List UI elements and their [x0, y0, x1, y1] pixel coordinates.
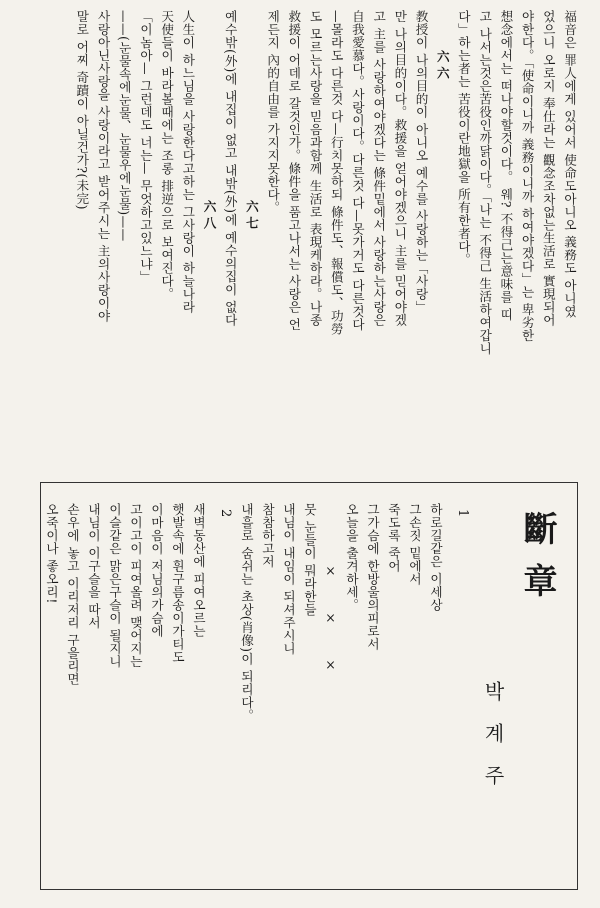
essay-column: 었으니 오로지 奉仕라는 觀念조차없는生活로 實現되어 — [540, 10, 556, 327]
essay-column: 「이놈아— 그런데도 너는— 무엇하고있느냐」 — [137, 10, 153, 284]
essay-column: 人生이 하느님을 사랑한다고하는 그사랑이 하늘나라 — [180, 10, 196, 314]
poem-line: 죽도록 죽어 — [386, 503, 401, 573]
poem-line: 오죽이나 좋오리! — [44, 503, 59, 604]
essay-text — [14, 10, 580, 466]
poem-line: 햇발속에 휜구름송이가티도 — [170, 503, 185, 664]
poem-box — [40, 482, 578, 890]
essay-column: 福音은 罪人에게 있어서 使命도아니오 義務도 아니였 — [562, 10, 577, 319]
poem-line: 참참하고저 — [260, 503, 275, 568]
section-number-68: 六八 — [201, 200, 217, 234]
essay-column: 사랑아닌사랑을 사랑이라고 받어주시는 主의사랑이야 — [95, 10, 111, 323]
poem-line: 내님이 내임이 되셔주시니 — [281, 503, 296, 655]
poem-line: 내님이 이구슬을 따서 — [86, 503, 101, 629]
essay-column: 救援이 어데로 갈것인가。條件을 품고나서는 사랑은 언 — [286, 10, 302, 332]
poem-line: 손우에 놓고 이리저리 구을리면 — [65, 503, 80, 686]
essay-column: —몰라도 다른것 다—行치못하되 條件도、報償도、功勞 — [328, 10, 344, 336]
poem-line: 이마음이 저님의가슴에 — [149, 503, 164, 638]
poem-line: 새벽동산에 피여오르는 — [191, 503, 206, 638]
poem-line: 이슬같은 맑은구슬이 될지니 — [107, 503, 122, 668]
poem-line: 그손짓 밑에서 — [407, 503, 422, 586]
poem-line: 오늘을 출겨하세。 — [344, 503, 359, 612]
essay-column: 自我愛慕다。사랑이다。다른것 다—못가거도 다른것다 — [349, 10, 365, 331]
poem-section-number-2: 2 — [218, 509, 233, 518]
essay-column: 예수밖(外)에 내집이 없고 내밖(外)에 예수의집이 없다 — [222, 10, 238, 327]
poem-line: 그가슴에 한방울의피로서 — [365, 503, 380, 651]
essay-column: 야한다。「使命이니까 義務이니까 하여야겠다」는 卑劣한 — [519, 10, 535, 342]
cross-marks: × × × — [323, 563, 338, 687]
essay-column: 제든지 內的自由를 가지지못한다。 — [265, 10, 281, 214]
poem-line: 내흘로 숨쉬는 초상(肖像)이 되리다。 — [239, 503, 254, 722]
essay-column: 다」하는者는 苦役이란地獄을 所有한者다。 — [455, 10, 471, 266]
section-number-67: 六七 — [243, 200, 259, 234]
essay-column: 天使들이 바라볼때에는 조롱 排逆으로 보여진다。 — [159, 10, 175, 301]
section-number-66: 六六 — [434, 50, 450, 84]
essay-column: 도 모르는사랑을 믿음과함께 生活로 表現케하라。나종 — [307, 10, 323, 327]
essay-column: 고 나서는것은苦役인까닭이다。「나는 不得己 生活하여갑니 — [477, 10, 493, 355]
essay-column: 고 主를 사랑하여야겠다는 條件밑에서 사랑하는사랑은 — [371, 10, 387, 327]
poem-section-number-1: 1 — [455, 509, 470, 518]
poem-line: 뭇 눈들이 뭐라한들 — [302, 503, 317, 616]
essay-column: 教授이 나의目的이 아니오 예수를 사랑하는「사랑」 — [413, 10, 429, 314]
poem-line: 하로길같은 이세상 — [428, 503, 443, 612]
poem-line: 고이고이 피여올려 맺어지는 — [128, 503, 143, 668]
poem-author: 박계주 — [481, 681, 505, 807]
essay-column: 만 나의目的이다。救援을 얻어야겠으니 主를 믿어야겠 — [392, 10, 408, 327]
essay-column: 想念에서는 떠나야할것이다。 웨? 不得己는意味를 띠 — [498, 10, 514, 321]
essay-column: ——(눈물속에눈물、눈물우에눈물)—— — [116, 10, 132, 242]
poem — [41, 503, 559, 878]
poem-title: 斷章 — [517, 511, 557, 615]
essay-column: 말로 어찌 奇蹟이 아닐건가?(未完) — [74, 10, 90, 210]
